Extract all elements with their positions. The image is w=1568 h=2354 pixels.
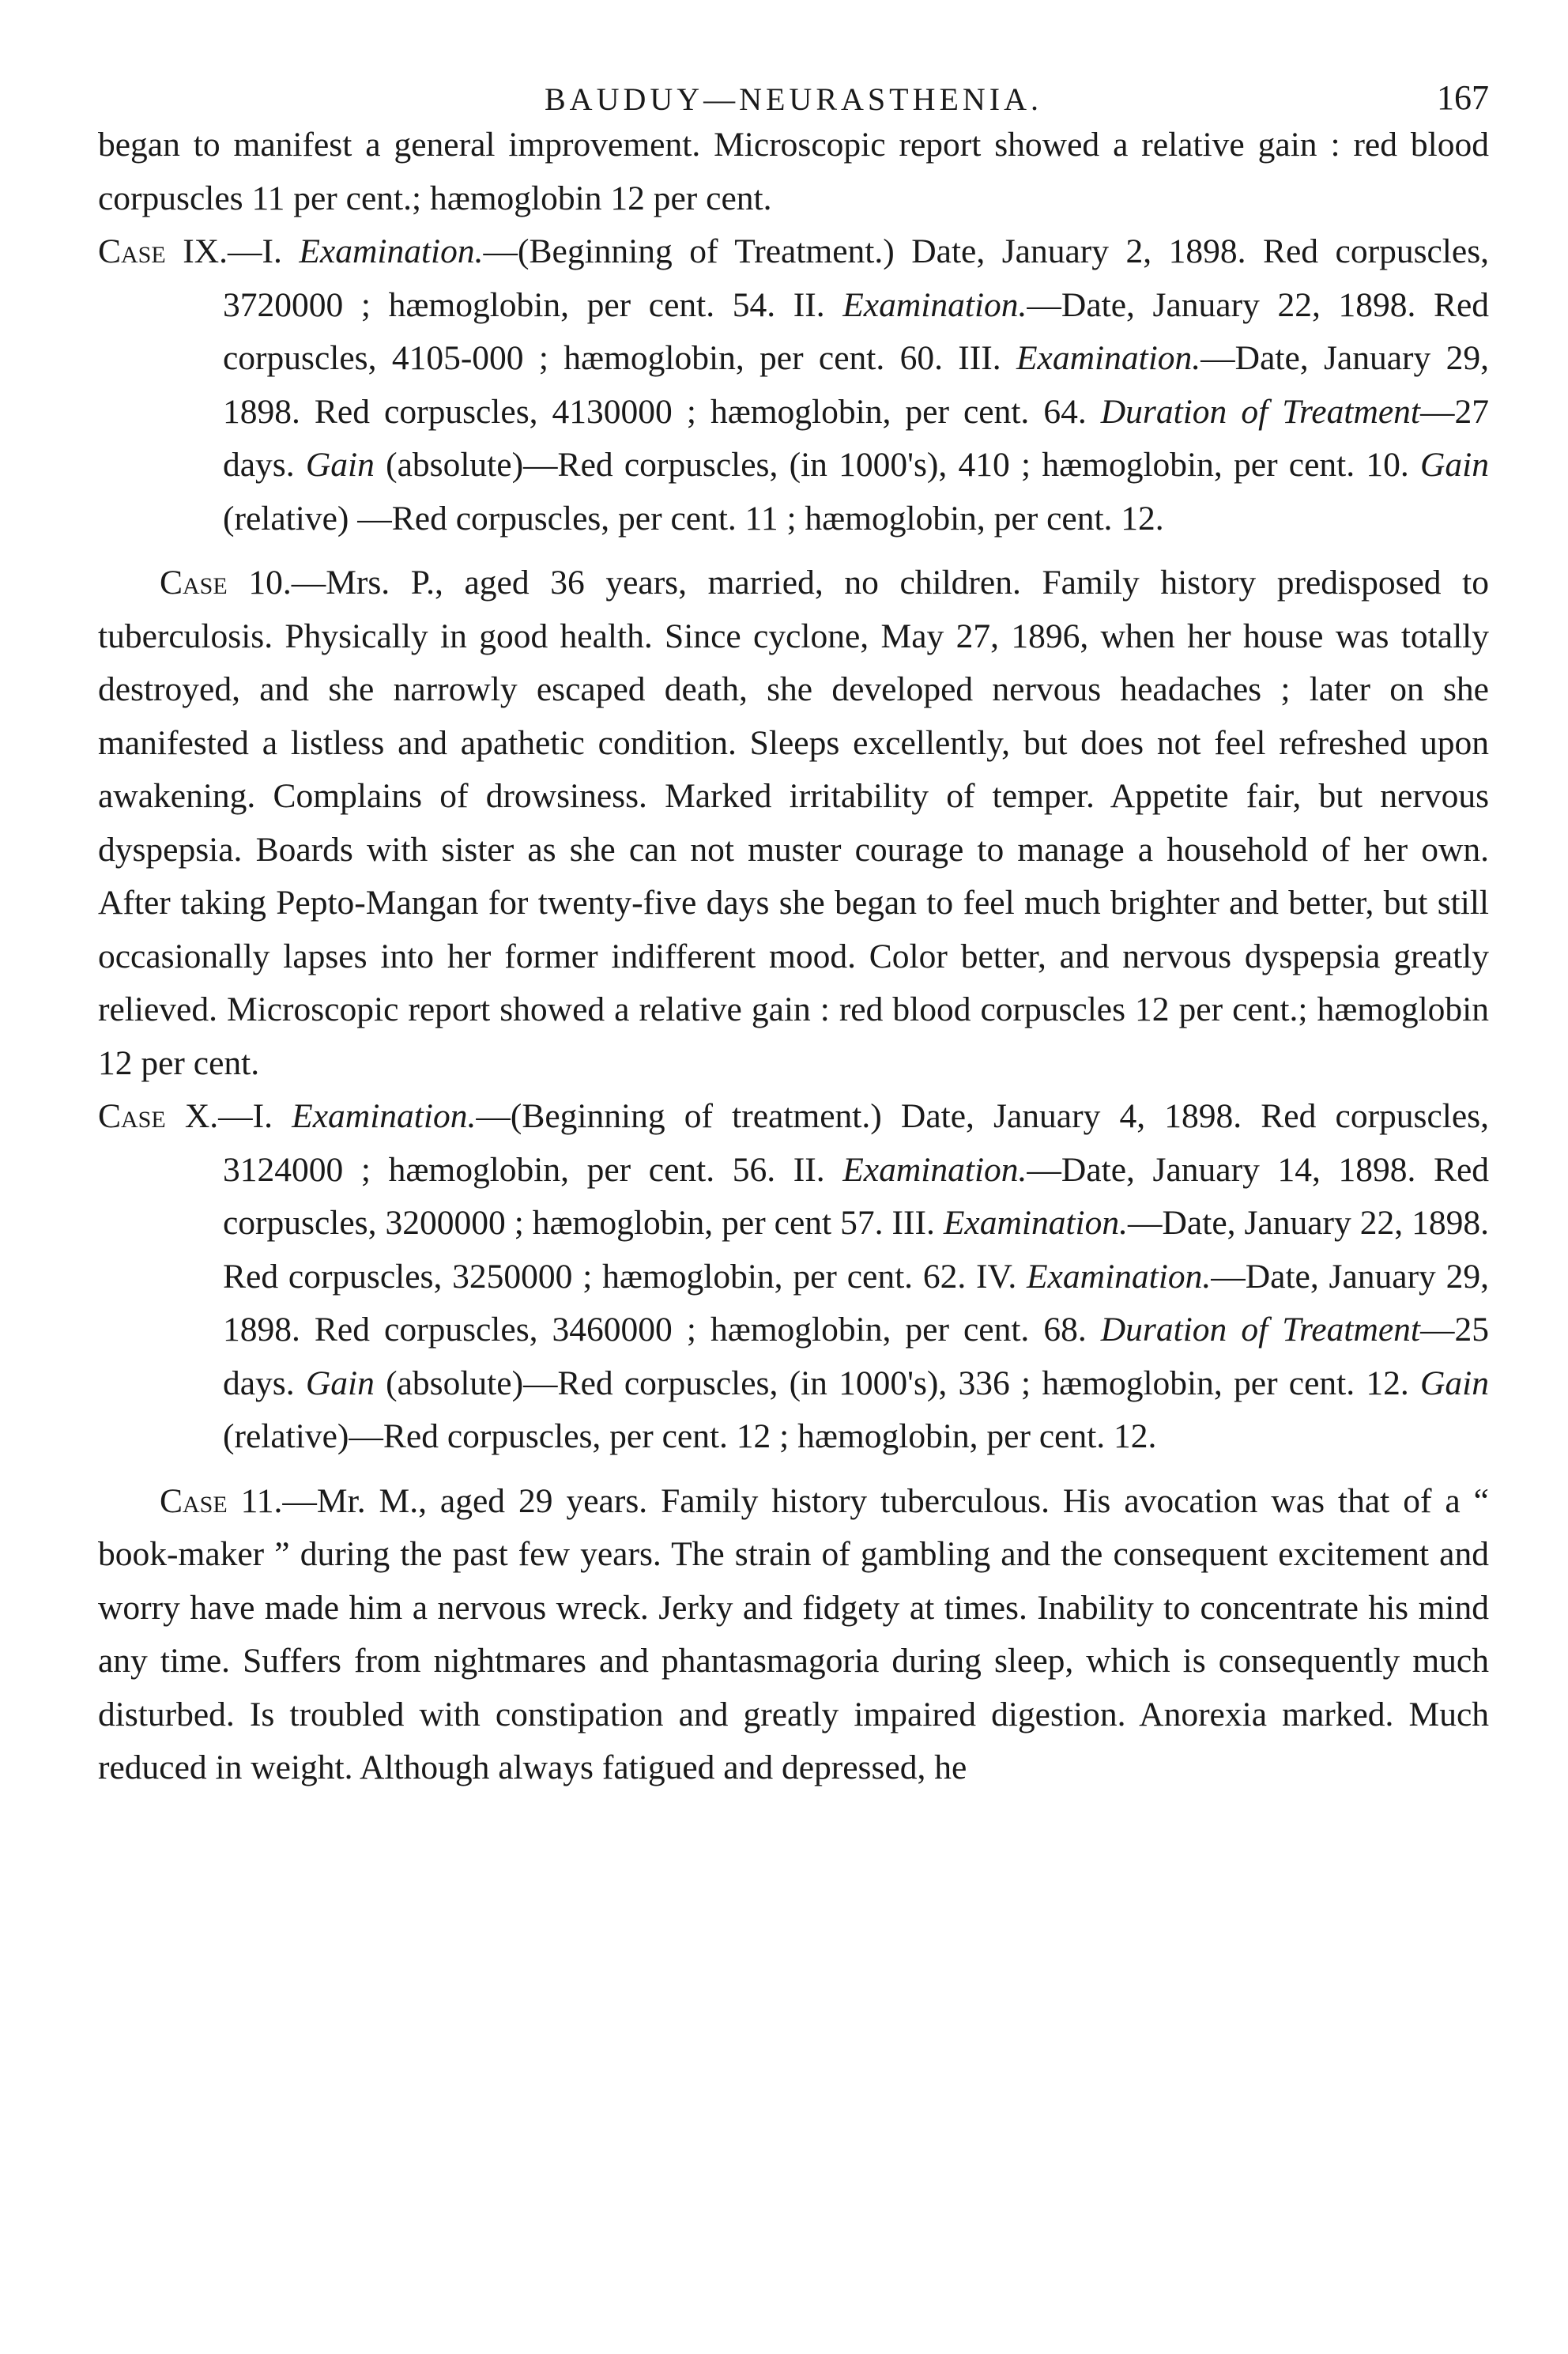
case-10-paragraph — [98, 556, 1489, 1090]
case-label: Case — [160, 564, 228, 602]
case-text: 10.—Mrs. P., aged 36 years, married, no children. Family history predisposed to tuberculosis. Physically in good health. Since cyclone, May 27, 1896, when her house was totally destroyed, and she narrowly escaped death, she developed nervous headaches ; later on she manifested a listless and apathetic condition. Sleeps excellently, but does not feel refreshed upon awakening. Complains of drowsiness. Marked irritability of temper. Appetite fair, but nervous dyspepsia. Boards with sister as she can not muster courage to manage a household of her own. After taking Pepto-Mangan for twenty-five days she began to feel much brighter and better, but still occasionally lapses into her former indifferent mood. Color better, and nervous dyspepsia greatly relieved. Microscopic report showed a relative gain : red blood corpuscles 12 per cent.; hæmoglobin 12 per cent. — [98, 564, 1489, 1082]
case-text: —Date, January 22, 1898. Red corpuscles, 4105-000 ; hæmoglobin, per cent. 60. III. — [223, 285, 1490, 377]
continued-paragraph: began to manifest a general improvement. Microscopic report showed a relative gain : red blood corpuscles 11 per cent.; hæmoglobin 12 per cent. — [98, 126, 1489, 217]
case-text-italic: Examination. — [1016, 339, 1201, 377]
case-text-italic: Gain — [305, 446, 375, 484]
case-text: (absolute)—Red corpuscles, (in 1000's), 410 ; hæmoglobin, per cent. 10. — [386, 446, 1409, 484]
case-label: Case — [160, 1481, 228, 1520]
case-text: —Date, January 29, 1898. Red corpuscles, 4130000 ; hæmoglobin, per cent. 64. — [223, 339, 1489, 431]
case-text: (absolute)—Red corpuscles, (in 1000's), 336 ; hæmoglobin, per cent. 12. — [386, 1364, 1409, 1402]
paragraph-gap — [98, 1464, 1489, 1475]
page-number: 167 — [1437, 78, 1489, 117]
case-x-entry — [98, 1090, 1489, 1464]
case-text: —Date, January 29, 1898. Red corpuscles, 3460000 ; hæmoglobin, per cent. 68. — [223, 1257, 1489, 1349]
case-text-italic: Examination. — [299, 232, 484, 270]
case-ix-entry — [98, 225, 1489, 545]
case-text: 11.—Mr. M., aged 29 years. Family history tuberculous. His avocation was that of a “ book-maker ” during the past few years. The strain of gambling and the consequent excitement and worry have made him a nervous wreck. Jerky and fidgety at times. Inability to concentrate his mind any time. Suffers from nightmares and phantasmagoria during sleep, which is consequently much disturbed. Is troubled with constipation and greatly impaired digestion. Anorexia marked. Much reduced in weight. Although always fatigued and depressed, he — [98, 1481, 1489, 1786]
case-text: (relative) —Red corpuscles, per cent. 11 ; hæmoglobin, per cent. 12. — [223, 499, 1164, 538]
case-number: X.—I. — [184, 1097, 273, 1135]
running-header — [98, 0, 1489, 119]
case-text-italic: Duration of Treatment — [1100, 392, 1420, 431]
case-label: Case — [98, 1097, 166, 1135]
case-text-italic: Gain — [1420, 1364, 1489, 1402]
case-text: —Date, January 14, 1898. Red corpuscles, 3200000 ; hæmoglobin, per cent 57. III. — [223, 1150, 1490, 1242]
body-text — [98, 119, 1489, 1795]
case-label: Case — [98, 232, 166, 270]
case-text-italic: Examination. — [943, 1204, 1129, 1242]
case-text-italic: Examination. — [842, 285, 1027, 324]
case-text-italic: Gain — [1420, 446, 1489, 484]
case-text: —(Beginning of treatment.) Date, January 4, 1898. Red corpuscles, 3124000 ; hæmoglobin, per cent. 56. II. — [223, 1097, 1489, 1189]
paragraph-gap — [98, 545, 1489, 556]
case-text: (relative)—Red corpuscles, per cent. 12 ; hæmoglobin, per cent. 12. — [223, 1417, 1157, 1455]
running-title: BAUDUY—NEURASTHENIA. — [545, 81, 1042, 117]
case-text: —Date, January 22, 1898. Red corpuscles, 3250000 ; hæmoglobin, per cent. 62. IV. — [223, 1204, 1489, 1296]
case-text-italic: Gain — [305, 1364, 375, 1402]
case-text: —25 days. — [223, 1311, 1489, 1402]
case-text: —(Beginning of Treatment.) Date, January 2, 1898. Red corpuscles, 3720000 ; hæmoglobin, per cent. 54. II. — [223, 232, 1490, 324]
case-text: —27 days. — [223, 392, 1489, 484]
case-11-paragraph — [98, 1475, 1489, 1795]
case-text-italic: Examination. — [842, 1150, 1027, 1189]
case-text-italic: Duration of Treatment — [1100, 1311, 1420, 1349]
case-text-italic: Examination. — [1027, 1257, 1212, 1296]
case-text-italic: Examination. — [292, 1097, 477, 1135]
case-number: IX.—I. — [183, 232, 282, 270]
